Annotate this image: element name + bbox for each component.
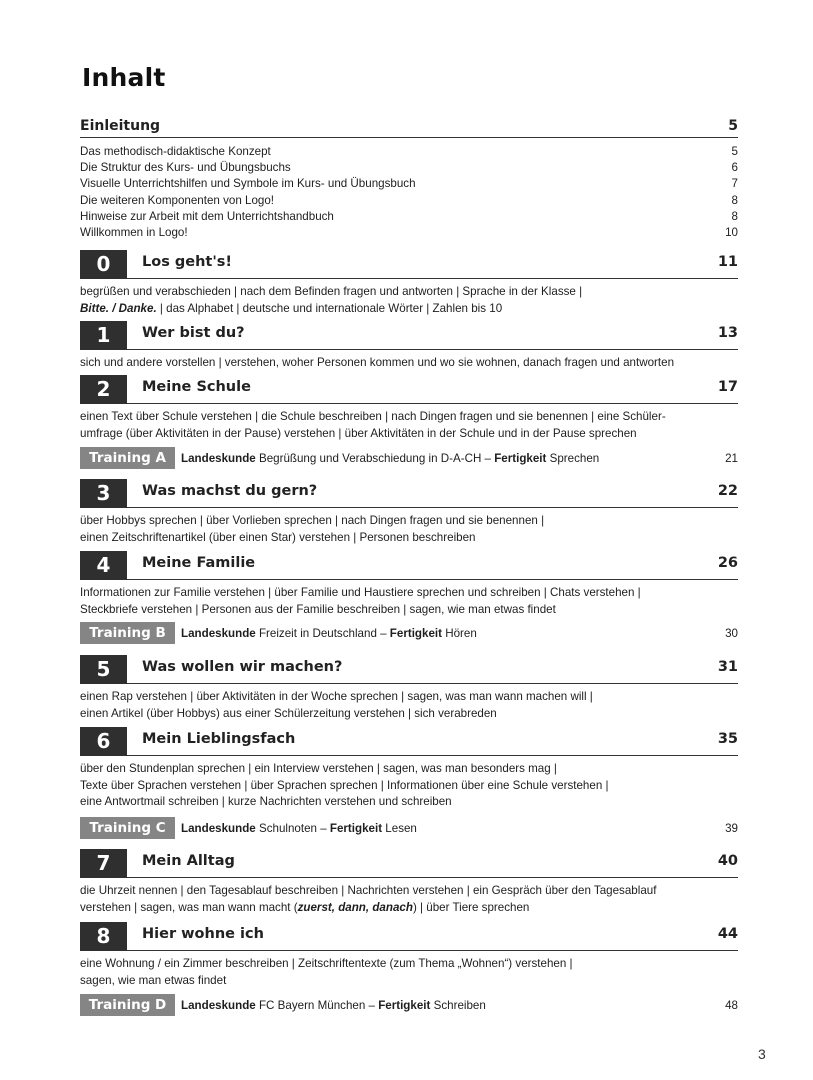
heading-rule <box>127 278 738 279</box>
unit-number-badge: 7 <box>80 849 127 878</box>
unit-1 <box>80 321 738 372</box>
training-d[interactable] <box>80 994 738 1016</box>
intro-heading[interactable]: Einleitung <box>80 118 161 134</box>
training-page: 30 <box>725 626 738 640</box>
heading-rule <box>127 877 738 878</box>
unit-title: Hier wohne ich <box>142 926 264 942</box>
heading-rule <box>127 507 738 508</box>
unit-page: 40 <box>717 853 738 869</box>
unit-heading[interactable] <box>80 250 738 279</box>
unit-number-badge: 4 <box>80 551 127 580</box>
unit-title: Was wollen wir machen? <box>142 659 343 675</box>
training-badge: Training A <box>80 447 175 469</box>
training-text: Landeskunde Schulnoten – Fertigkeit Lesen <box>181 821 417 835</box>
training-text: Landeskunde Begrüßung und Verabschiedung in D-A-CH – Fertigkeit Sprechen <box>181 451 600 465</box>
heading-rule <box>127 349 738 350</box>
unit-heading[interactable] <box>80 849 738 878</box>
unit-page: 22 <box>717 483 738 499</box>
training-a[interactable] <box>80 447 738 469</box>
intro-item[interactable]: Visuelle Unterrichtshilfen und Symbole im Kurs- und Übungsbuch 7 <box>80 177 738 191</box>
training-badge: Training B <box>80 622 175 644</box>
intro-section <box>80 118 738 241</box>
intro-item[interactable]: Das methodisch-didaktische Konzept 5 <box>80 145 738 158</box>
unit-heading[interactable] <box>80 321 738 350</box>
training-badge: Training D <box>80 994 175 1016</box>
unit-description: die Uhrzeit nennen | den Tagesablauf beschreiben | Nachrichten verstehen | ein Gespräch über den Tagesablauf verstehen | sagen, was man wann macht (zuerst, dann, danach) | über Tiere sprechen <box>80 884 657 914</box>
training-page: 48 <box>725 998 738 1012</box>
training-badge: Training C <box>80 817 175 839</box>
unit-0 <box>80 250 738 317</box>
unit-page: 11 <box>717 254 738 270</box>
unit-description: über Hobbys sprechen | über Vorlieben sprechen | nach Dingen fragen und sie benennen | einen Zeitschriftenartikel (über einen Star) verstehen | Personen beschreiben <box>80 514 545 544</box>
unit-title: Meine Familie <box>142 555 256 571</box>
unit-title: Mein Lieblingsfach <box>142 731 296 747</box>
unit-heading[interactable] <box>80 479 738 508</box>
unit-title: Meine Schule <box>142 379 251 395</box>
unit-page: 44 <box>717 926 738 942</box>
training-c[interactable] <box>80 817 738 839</box>
unit-3 <box>80 479 738 546</box>
training-text: Landeskunde FC Bayern München – Fertigkeit Schreiben <box>181 998 486 1012</box>
unit-number-badge: 0 <box>80 250 127 279</box>
training-b[interactable] <box>80 622 738 644</box>
training-text: Landeskunde Freizeit in Deutschland – Fertigkeit Hören <box>181 626 477 640</box>
intro-item[interactable]: Die weiteren Komponenten von Logo! 8 <box>80 193 738 207</box>
unit-2 <box>80 375 738 442</box>
intro-item[interactable]: Willkommen in Logo! 10 <box>80 226 738 240</box>
unit-description: begrüßen und verabschieden | nach dem Befinden fragen und antworten | Sprache in der Klasse | Bitte. / Danke. | das Alphabet | deutsche und internationale Wörter | Zahlen bis 10 <box>80 285 583 315</box>
heading-rule <box>127 755 738 756</box>
unit-8 <box>80 922 738 989</box>
unit-number-badge: 6 <box>80 727 127 756</box>
intro-list <box>80 144 738 241</box>
unit-page: 17 <box>717 379 738 395</box>
training-page: 39 <box>725 821 738 835</box>
page-number: 3 <box>758 1046 766 1062</box>
unit-description: Informationen zur Familie verstehen | über Familie und Haustiere sprechen und schreiben | Chats verstehen | Steckbriefe verstehen | Personen aus der Familie beschreiben | sagen, wie man etwas findet <box>80 586 641 616</box>
unit-page: 13 <box>717 325 738 341</box>
heading-rule <box>127 403 738 404</box>
unit-page: 31 <box>717 659 738 675</box>
unit-number-badge: 3 <box>80 479 127 508</box>
unit-5 <box>80 655 738 722</box>
intro-heading-row <box>80 118 738 138</box>
unit-description: einen Rap verstehen | über Aktivitäten in der Woche sprechen | sagen, was man wann machen will | einen Artikel (über Hobbys) aus einer Schülerzeitung verstehen | sich verabreden <box>80 690 593 720</box>
intro-page: 5 <box>728 118 738 134</box>
unit-page: 26 <box>717 555 738 571</box>
heading-rule <box>127 950 738 951</box>
unit-heading[interactable] <box>80 727 738 756</box>
heading-rule <box>127 683 738 684</box>
intro-item[interactable]: Hinweise zur Arbeit mit dem Unterrichtshandbuch 8 <box>80 209 738 223</box>
page-title: Inhalt <box>82 63 166 92</box>
unit-description: über den Stundenplan sprechen | ein Interview verstehen | sagen, was man besonders mag | Texte über Sprachen verstehen | über Sprachen sprechen | Informationen über eine Schule verstehen | eine Antwortmail schreiben | kurze Nachrichten verstehen und schreiben <box>80 762 609 808</box>
unit-heading[interactable] <box>80 551 738 580</box>
unit-description: eine Wohnung / ein Zimmer beschreiben | Zeitschriftentexte (zum Thema „Wohnen“) verstehen | sagen, wie man etwas findet <box>80 957 573 987</box>
unit-description: sich und andere vorstellen | verstehen, woher Personen kommen und wo sie wohnen, danach fragen und antworten <box>80 356 675 369</box>
unit-7 <box>80 849 738 916</box>
unit-number-badge: 1 <box>80 321 127 350</box>
unit-page: 35 <box>717 731 738 747</box>
unit-heading[interactable] <box>80 375 738 404</box>
unit-number-badge: 8 <box>80 922 127 951</box>
training-page: 21 <box>725 451 738 465</box>
unit-number-badge: 5 <box>80 655 127 684</box>
unit-number-badge: 2 <box>80 375 127 404</box>
intro-item[interactable]: Die Struktur des Kurs- und Übungsbuchs 6 <box>80 161 738 175</box>
unit-heading[interactable] <box>80 922 738 951</box>
unit-6 <box>80 727 738 811</box>
unit-title: Los geht's! <box>142 254 233 270</box>
unit-4 <box>80 551 738 618</box>
unit-title: Wer bist du? <box>142 325 245 341</box>
heading-rule <box>127 579 738 580</box>
unit-title: Mein Alltag <box>142 853 235 869</box>
unit-heading[interactable] <box>80 655 738 684</box>
unit-title: Was machst du gern? <box>142 483 318 499</box>
unit-description: einen Text über Schule verstehen | die Schule beschreiben | nach Dingen fragen und sie benennen | eine Schüler- umfrage (über Aktivitäten in der Pause) verstehen | über Aktivitäten in der Schule und in der Pause sprechen <box>80 410 666 440</box>
